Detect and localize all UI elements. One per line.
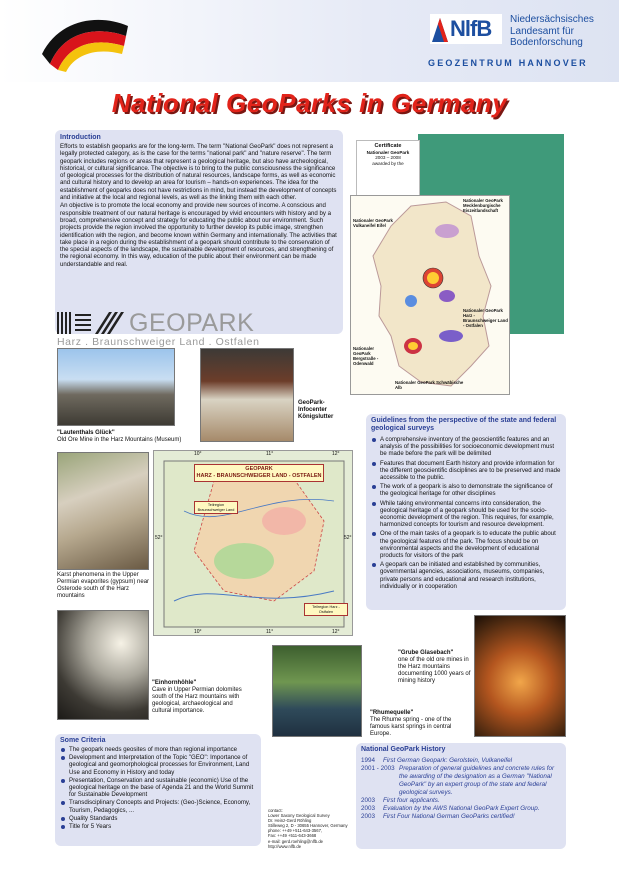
certificate-line-1: Nationaler GeoPark [366,149,410,155]
history-row [361,813,561,821]
region-label-braunschweig: Teilregion Braunschweiger Land [194,501,238,514]
map-label-schwaebische-alb: Nationaler GeoPark Schwäbische Alb [395,380,464,390]
certificate-card [356,140,420,196]
region-map-title [194,464,324,482]
guideline-item: A comprehensive inventory of the geoscientific features and an analysis of the possibilities for socioeconomic development must be made before the park will be delimited [371,436,561,458]
region-tick-bottom-3: 12° [332,629,340,635]
institute-line-2: Landesamt für [510,25,574,37]
infocenter-photo [200,348,294,442]
history-text: First four applicants. [383,797,440,804]
contact-line: Dr. Heinz-Gerd Röhling [268,818,312,824]
german-flag-swoosh-icon [40,14,130,72]
nlfb-abbr: NlfB [450,16,492,41]
grube-glasebach-caption [398,650,474,685]
contact-block [268,808,358,849]
history-text: First German Geopark: Gerolstein, Vulkaneifel [383,757,513,764]
page-title: National GeoParks in Germany [111,88,508,118]
criteria-heading: Some Criteria [60,737,106,744]
region-tick-bottom-2: 11° [266,629,274,635]
contact-line: contact: [268,808,283,813]
history-row [361,765,561,797]
geopark-subtitle: Harz . Braunschweiger Land . Ostfalen [57,336,260,348]
history-text: First Four National German GeoParks certified! [383,813,515,820]
history-row [361,797,561,805]
guideline-item: The work of a geopark is also to demonstrate the significance of the geological heritage for other disciplines [371,483,561,497]
map-label-harz: Nationaler GeoPark Harz - Braunschweiger Land - Ostfalen [463,308,508,328]
geopark-word: GEOPARK [129,309,255,337]
grube-glasebach-title: "Grube Glasebach" [398,650,454,656]
grube-glasebach-text: one of the old ore mines in the Harz mountains documenting 1000 years of mining history [398,657,471,684]
guideline-item: Features that document Earth history and provide information for the different geoscientific disciplines are to be preserved and made accessible to the public. [371,460,561,482]
karst-photo [57,452,149,570]
region-tick-top-1: 10° [194,451,202,457]
einhornhoehle-title: "Einhornhöhle" [152,680,197,686]
rhumequelle-text: The Rhume spring - one of the famous karst springs in central Europe. [370,717,452,737]
region-map-title-1: GEOPARK [245,466,273,472]
einhornhoehle-photo [57,610,149,720]
region-tick-left: 52° [155,535,163,541]
region-tick-top-2: 11° [266,451,274,457]
map-label-vulkaneifel: Nationaler GeoPark Vulkaneifel Eifel [353,218,393,228]
geozentrum-label: GEOZENTRUM HANNOVER [428,58,588,68]
contact-line: Stilleweg 2, D - 30655 Hannover, Germany [268,823,348,829]
contact-line: Lower Saxony Geological Survey [268,813,330,819]
lautenthal-text: Old Ore Mine in the Harz Mountains (Museum) [57,437,182,443]
criteria-item: Title for 5 Years [60,823,256,830]
criteria-item: Presentation, Conservation and sustainable (economic) Use of the geological heritage on the base of Agenda 21 and the World Summit for Sustainable Development [60,777,256,799]
criteria-list [60,746,256,830]
region-map-title-2: HARZ - BRAUNSCHWEIGER LAND - OSTFALEN [196,473,322,479]
criteria-item: Transdisciplinary Concepts and Projects: (Geo-)Science, Economy, Tourism, Pedagogics, ... [60,799,256,813]
introduction-heading: Introduction [60,134,101,141]
introduction-paragraph-2: An objective is to promote the local economy and provide new sources of income. A conscious and responsible treatment of our natural heritage is encouraged by vivid encounters with history and by a broad, comprehensive concept and strategy for educating the public about our environment. Such projects provide the region involved the opportunity to further develop its public image, strengthen identification with the region, and become known within Germany and internationally. The activities that take place in a region during the establishment of a geopark should contribute to the conservation of the special aspects of the landscape, the sustainable development of resources, and strengthening of the regional economy. In this way, education of the public about their environment can be made understandable and real. [60,202,337,268]
karst-caption: Karst phenomena in the Upper Permian evaporites (gypsum) near Osterode south of the Harz mountains [57,572,150,599]
history-year: 2003 [361,813,376,820]
history-panel [356,743,566,849]
history-year: 2003 [361,797,376,804]
rhumequelle-photo [272,645,362,737]
institute-line-1: Niedersächsisches [510,14,594,25]
criteria-item: Development and Interpretation of the Topic "GEO": Importance of geological and geomorphological processes for Environment, Land Use and Economy in History and today [60,754,256,776]
history-text: Preparation of general guidelines and concrete rules for the awarding of the designation as a German "National GeoPark" by an expert group of the state and federal geological surveys. [399,765,555,796]
guidelines-list [371,436,561,590]
contact-line: Fax: ++49 +511-643-3668 [268,833,317,839]
nlfb-logo [430,14,502,52]
rhumequelle-caption [370,710,456,738]
region-tick-bottom-1: 10° [194,629,202,635]
infocenter-caption: GeoPark-Infocenter Königslutter [298,400,334,420]
rhumequelle-title: "Rhumequelle" [370,710,414,716]
introduction-panel [55,130,343,334]
region-tick-top-3: 12° [332,451,340,457]
geopark-region-map [153,450,353,636]
lautenthal-title: "Lautenthals Glück" [57,430,115,436]
region-tick-right: 52° [344,535,352,541]
map-label-bergstrasse: Nationaler GeoPark Bergstraße - Odenwald [353,346,379,366]
history-year: 1994 [361,757,376,764]
institute-line-3: Bodenforschung [510,37,583,48]
contact-email[interactable]: e-mail: gerd.roehling@nlfb.de [268,838,323,844]
einhornhoehle-caption [152,680,248,715]
institute-name [510,14,594,49]
lautenthal-photo [57,348,175,426]
germany-overview-map [350,195,510,395]
certificate-line-3: awarded by the [372,160,404,166]
region-label-harz-ostfalen: Teilregion Harz - Ostfalen [304,603,348,616]
guidelines-heading: Guidelines from the perspective of the state and federal geological surveys [371,417,557,432]
certificate-line-2: 2003 – 2008 [375,155,401,161]
history-heading: National GeoPark History [361,746,446,753]
criteria-item: The geopark needs geosites of more than regional importance [60,746,256,753]
grube-glasebach-photo [474,615,566,737]
certificate-title: Certificate [374,143,402,149]
criteria-panel [55,734,261,846]
contact-website-link[interactable]: http://www.nlfb.de [268,843,302,849]
einhornhoehle-text: Cave in Upper Permian dolomites south of the Harz mountains with geological, archaeological and cultural importance. [152,687,242,714]
map-label-mecklenburg: Nationaler GeoPark Mecklenburgische Eiszeitlandschaft [463,198,503,213]
history-year: 2001 - 2003 [361,765,395,772]
contact-line: phone: ++49 +511-643-3567, [268,828,323,834]
criteria-item: Quality Standards [60,815,256,822]
guideline-item: One of the main tasks of a geopark is to educate the public about the geological features of the park. The focus should be on environmental aspects and the development of educational products for visitors of the park [371,530,561,559]
geopark-logo [57,309,277,350]
guideline-item: While taking environmental concerns into consideration, the geological heritage of a geopark should be used for the socio-economic development of the region. This requires, for example, harmonized concepts for tourism and resource development. [371,500,561,529]
guidelines-panel [366,414,566,610]
history-year: 2003 [361,805,376,812]
history-row [361,757,561,765]
geopark-stripes-icon [57,312,127,334]
introduction-paragraph-1: Efforts to establish geoparks are for the long-term. The term "National GeoPark" does not represent a legally protected category, as is the case for the terms "national park" and "nature reserve". The term geopark includes regions or areas that represent a geological heritage, but also have archeological, historical, or cultural significance. The objective is to bring to the public consciousness the significance of geological processes for the distribution of natural resources, landscape forms, as well as economic and cultural history and to develop an area for tourism – hands-on experiences. The idea for the establishment of geoparks does not have restrictions in mind, but instead the development of concepts and initiative at the local and regional levels, as well as the linking them with each other. [60,143,337,202]
guideline-item: A geopark can be initiated and established by communities, governmental agencies, associations, museums, companies, private persons and educational and research institutions, individually or in cooperation [371,561,561,590]
history-text: Evaluation by the AWS National GeoPark Expert Group. [383,805,540,812]
history-row [361,805,561,813]
